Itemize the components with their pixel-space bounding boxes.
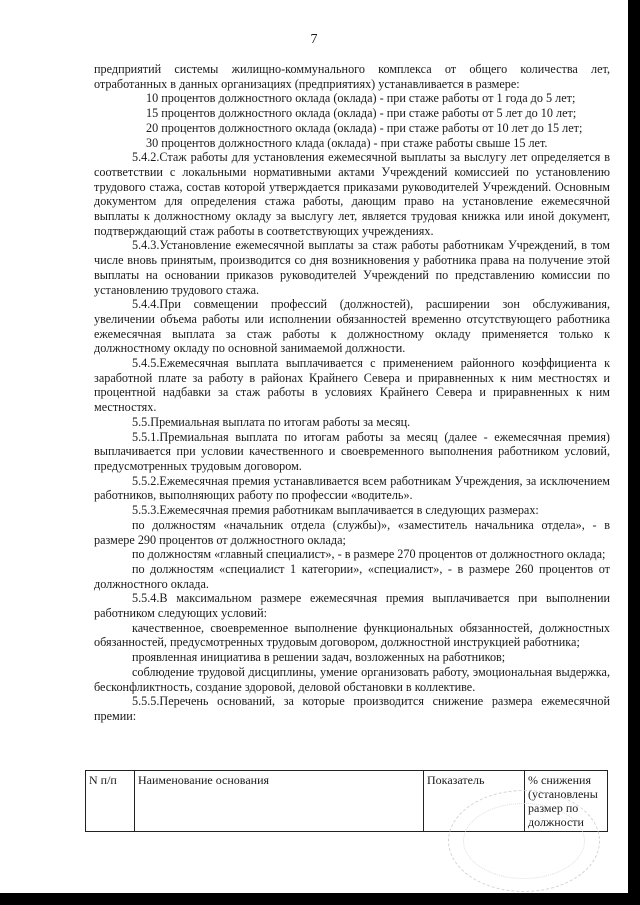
page-number: 7 — [310, 32, 318, 47]
header-number: N п/п — [86, 771, 135, 832]
paragraph: по должностям «специалист 1 категории», «специалист», - в размере 260 процентов от должностного оклада. — [94, 561, 610, 591]
paragraph: предприятий системы жилищно-коммунального комплекса от общего количества лет, отработанных в данных организациях (предприятиях) устанавливается в размере: — [94, 62, 610, 91]
header-basis-name: Наименование основания — [135, 771, 424, 832]
paragraph: 5.4.3.Установление ежемесячной выплаты за стаж работы работникам Учреждений, в том числе вновь принятым, производится со дня возникновения у работника права на получение этой выплаты на основании приказов руководителей Учреждений по представлению комиссии по установлению трудового стажа. — [94, 238, 610, 297]
paragraph: по должностям «главный специалист», - в размере 270 процентов от должностного оклада; — [132, 547, 606, 562]
paragraph: 5.5.4.В максимальном размере ежемесячная премия выплачивается при выполнении работником следующих условий: — [94, 591, 610, 621]
paragraph: 30 процентов должностного клада (оклада) - при стаже работы свыше 15 лет. — [146, 135, 548, 150]
paragraph: 10 процентов должностного оклада (оклада) - при стаже работы от 1 года до 5 лет; — [146, 91, 576, 106]
header-reduction-percent: % снижения (установлены размер по должности — [525, 771, 608, 832]
paragraph: 5.5.3.Ежемесячная премия работникам выплачивается в следующих размерах: — [132, 503, 539, 518]
paragraph: 20 процентов должностного оклада (оклада) - при стаже работы от 10 лет до 15 лет; — [146, 120, 583, 135]
header-indicator: Показатель — [424, 771, 525, 832]
paragraph: 5.5.5.Перечень оснований, за которые производится снижение размера ежемесячной премии: — [94, 694, 610, 723]
paragraph: 5.4.5.Ежемесячная выплата выплачивается с применением районного коэффициента к заработной плате за работу в районах Крайнего Севера и приравненных к ним местностях и процентной надбавки за стаж работы в условиях Крайнего Севера и приравненных к ним местностях. — [94, 356, 610, 415]
paragraph: проявленная инициатива в решении задач, возложенных на работников; — [132, 650, 506, 665]
document-body — [94, 62, 610, 724]
seal-stamp — [448, 790, 600, 892]
paragraph: качественное, своевременное выполнение функциональных обязанностей, должностных обязанностей, предусмотренных трудовым договором, должностной инструкцией работника; — [94, 620, 610, 650]
paragraph: 5.5.Премиальная выплата по итогам работы за месяц. — [132, 414, 411, 429]
paragraph: 5.4.4.При совмещении профессий (должностей), расширении зон обслуживания, увеличении объема работы или исполнении обязанностей временно отсутствующего работника ежемесячная выплата за стаж работы к должностному окладу применяется только к должностному окладу по основной занимаемой должности. — [94, 297, 610, 356]
paragraph: 5.5.1.Премиальная выплата по итогам работы за месяц (далее - ежемесячная премия) выплачивается при условии качественного и своевременного выполнения работником условий, предусмотренных трудовым договором. — [94, 429, 610, 473]
paragraph: соблюдение трудовой дисциплины, умение организовать работу, эмоциональная выдержка, бесконфликтность, создание здоровой, деловой обстановки в коллективе. — [94, 664, 610, 694]
paragraph: 5.5.2.Ежемесячная премия устанавливается всем работникам Учреждения, за исключением работников, выполняющих работу по профессии «водитель». — [94, 473, 610, 503]
paragraph: по должностям «начальник отдела (службы)», «заместитель начальника отдела», - в размере 290 процентов от должностного оклада; — [94, 517, 610, 547]
paragraph: 15 процентов должностного оклада (оклада) - при стаже работы от 5 лет до 10 лет; — [146, 106, 577, 121]
paragraph: 5.4.2.Стаж работы для установления ежемесячной выплаты за выслугу лет определяется в соответствии с локальными нормативными актами Учреждений комиссией по установлению трудового стажа, состав которой утверждается приказами руководителей Учреждений. Основным документом для определения стажа работы, дающим право на установление ежемесячной выплаты к должностному окладу за выслугу лет, является трудовая книжка или иной документ, подтверждающий стаж работы в соответствующих учреждениях. — [94, 150, 610, 238]
